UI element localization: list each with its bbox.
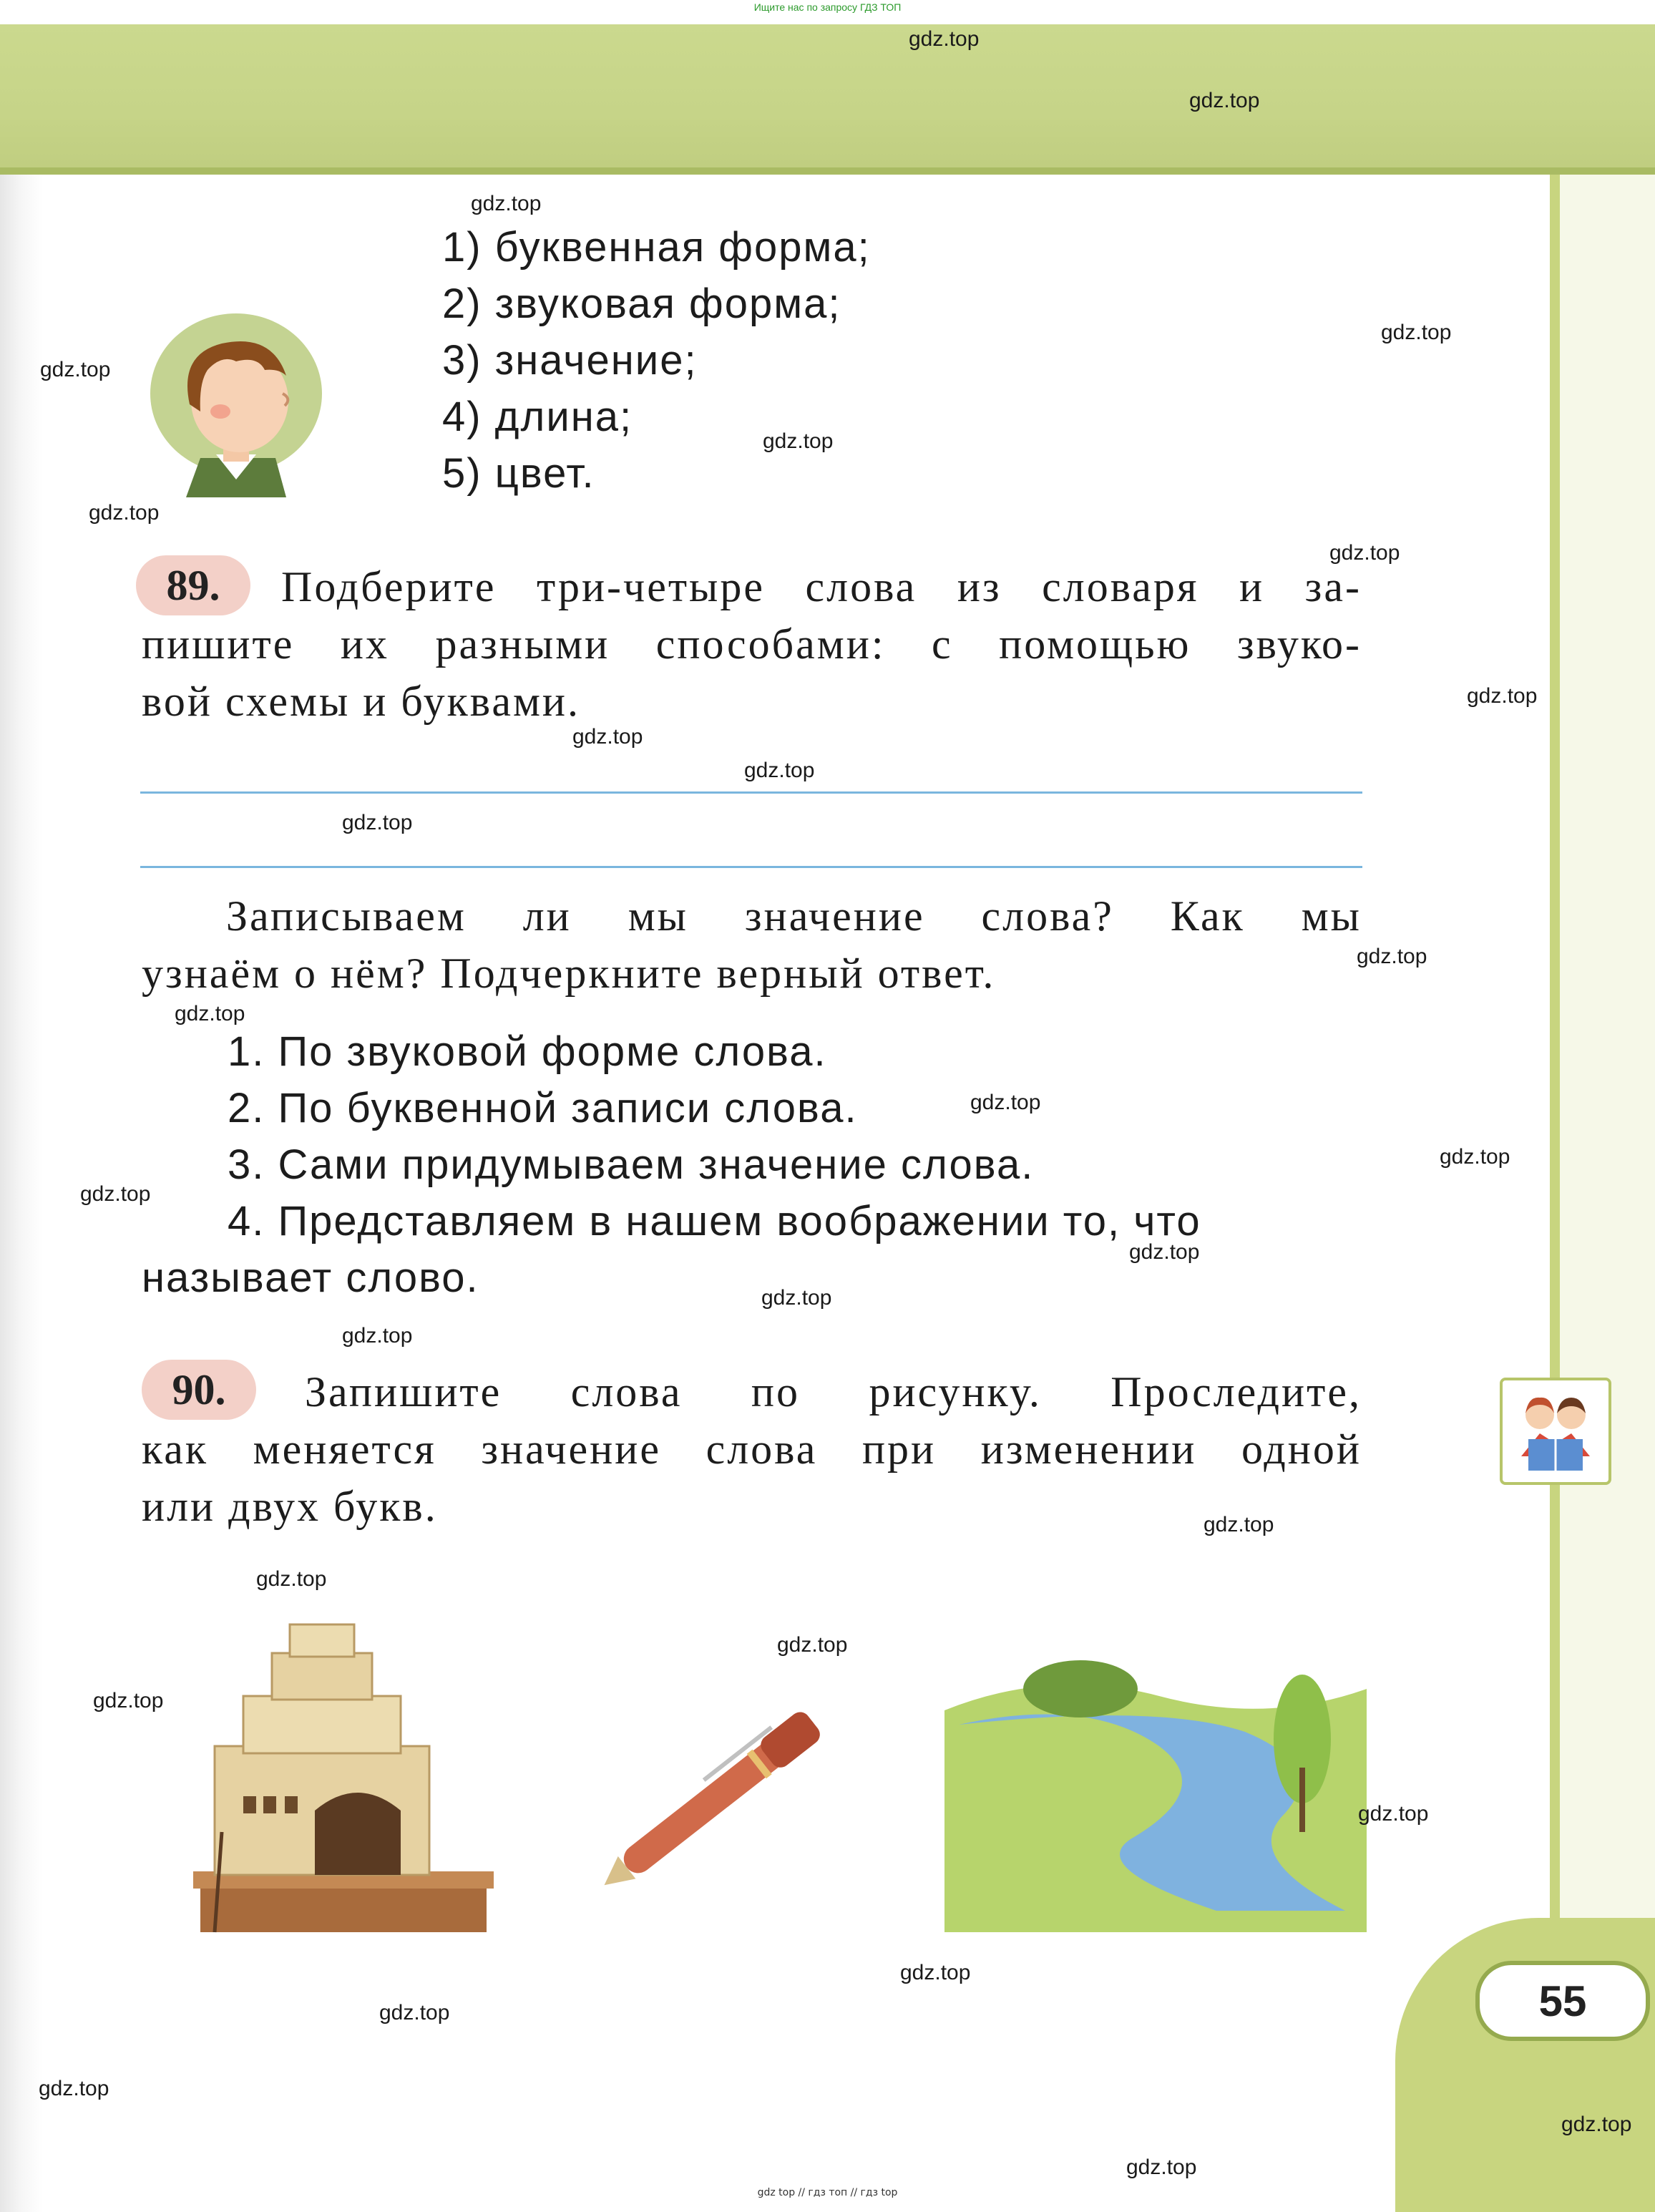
exercise-line: пишите их разными способами: с помощью звуко- [142, 620, 1362, 668]
question-line: узнаём о нём? Подчеркните верный ответ. [142, 950, 996, 997]
watermark: gdz.top [909, 27, 980, 51]
option-item: 5) цвет. [442, 450, 595, 497]
watermark: gdz.top [1129, 1240, 1200, 1264]
watermark: gdz.top [1440, 1145, 1510, 1169]
boy-illustration [136, 304, 329, 497]
question-line: Записываем ли мы значение слова? Как мы [226, 892, 1362, 940]
watermark: gdz.top [39, 2077, 109, 2100]
watermark: gdz.top [572, 725, 643, 749]
watermark: gdz.top [761, 1286, 832, 1310]
watermark: gdz.top [1357, 945, 1427, 968]
answer-option[interactable]: 4. Представляем в нашем воображении то, что [228, 1198, 1201, 1244]
watermark: gdz.top [175, 1002, 245, 1025]
exercise-number-badge: 90. [142, 1360, 256, 1420]
watermark: gdz.top [342, 811, 413, 834]
options-list [442, 219, 1086, 502]
watermark: gdz.top [1126, 2155, 1197, 2179]
answer-line[interactable] [140, 866, 1362, 868]
watermark: gdz.top [777, 1633, 848, 1657]
exercise-90-text [142, 1363, 1362, 1535]
exercise-89-text [142, 558, 1362, 730]
watermark: gdz.top [1467, 684, 1538, 708]
watermark: gdz.top [379, 2001, 450, 2025]
watermark: gdz.top [93, 1689, 164, 1712]
answer-line[interactable] [140, 791, 1362, 794]
top-note: Ищите нас по запросу ГДЗ ТОП [753, 1, 902, 13]
reading-kids-icon [1500, 1378, 1611, 1485]
exercise-number-badge: 89. [136, 555, 250, 615]
page-number-badge [1475, 1961, 1650, 2041]
watermark: gdz.top [342, 1324, 413, 1348]
header-band [0, 24, 1655, 175]
watermark: gdz.top [744, 759, 815, 782]
answer-option[interactable]: 1. По звуковой форме слова. [228, 1028, 827, 1075]
option-item: 1) буквенная форма; [442, 224, 871, 271]
bottom-note: gdz top // гдз топ // гдз top [757, 2187, 898, 2198]
watermark: gdz.top [89, 501, 160, 525]
exercise-line: вой схемы и буквами. [142, 678, 581, 725]
watermark: gdz.top [900, 1961, 971, 1984]
option-item: 2) звуковая форма; [442, 281, 841, 327]
answer-option-continuation: называет слово. [142, 1254, 479, 1301]
watermark: gdz.top [1561, 2113, 1632, 2136]
exercise-line: Запишите слова по рисунку. Проследите, [305, 1368, 1362, 1416]
exercise-line: или двух букв. [142, 1483, 438, 1530]
stove-picture [172, 1610, 494, 1947]
watermark: gdz.top [1204, 1513, 1274, 1536]
watermark: gdz.top [256, 1567, 327, 1591]
question-text [142, 887, 1362, 1002]
page-number: 55 [1538, 1977, 1587, 2025]
watermark: gdz.top [1381, 321, 1452, 344]
watermark: gdz.top [80, 1182, 151, 1206]
watermark: gdz.top [970, 1091, 1041, 1114]
exercise-line: как меняется значение слова при изменении одной [142, 1426, 1362, 1473]
watermark: gdz.top [1358, 1802, 1429, 1826]
pen-picture [572, 1675, 873, 1911]
right-margin [1550, 175, 1655, 2212]
exercise-line: Подберите три-четыре слова из словаря и за- [281, 563, 1362, 610]
watermark: gdz.top [1189, 89, 1260, 112]
watermark: gdz.top [40, 358, 111, 381]
answer-option[interactable]: 3. Сами придумываем значение слова. [228, 1141, 1035, 1188]
option-item: 4) длина; [442, 394, 633, 440]
right-rule [1550, 175, 1560, 1935]
answer-option[interactable]: 2. По буквенной записи слова. [228, 1085, 858, 1131]
watermark: gdz.top [1329, 541, 1400, 565]
watermark: gdz.top [763, 429, 834, 453]
river-picture [944, 1624, 1367, 1932]
option-item: 3) значение; [442, 337, 698, 384]
page-edge [0, 175, 43, 2212]
watermark: gdz.top [471, 192, 542, 215]
